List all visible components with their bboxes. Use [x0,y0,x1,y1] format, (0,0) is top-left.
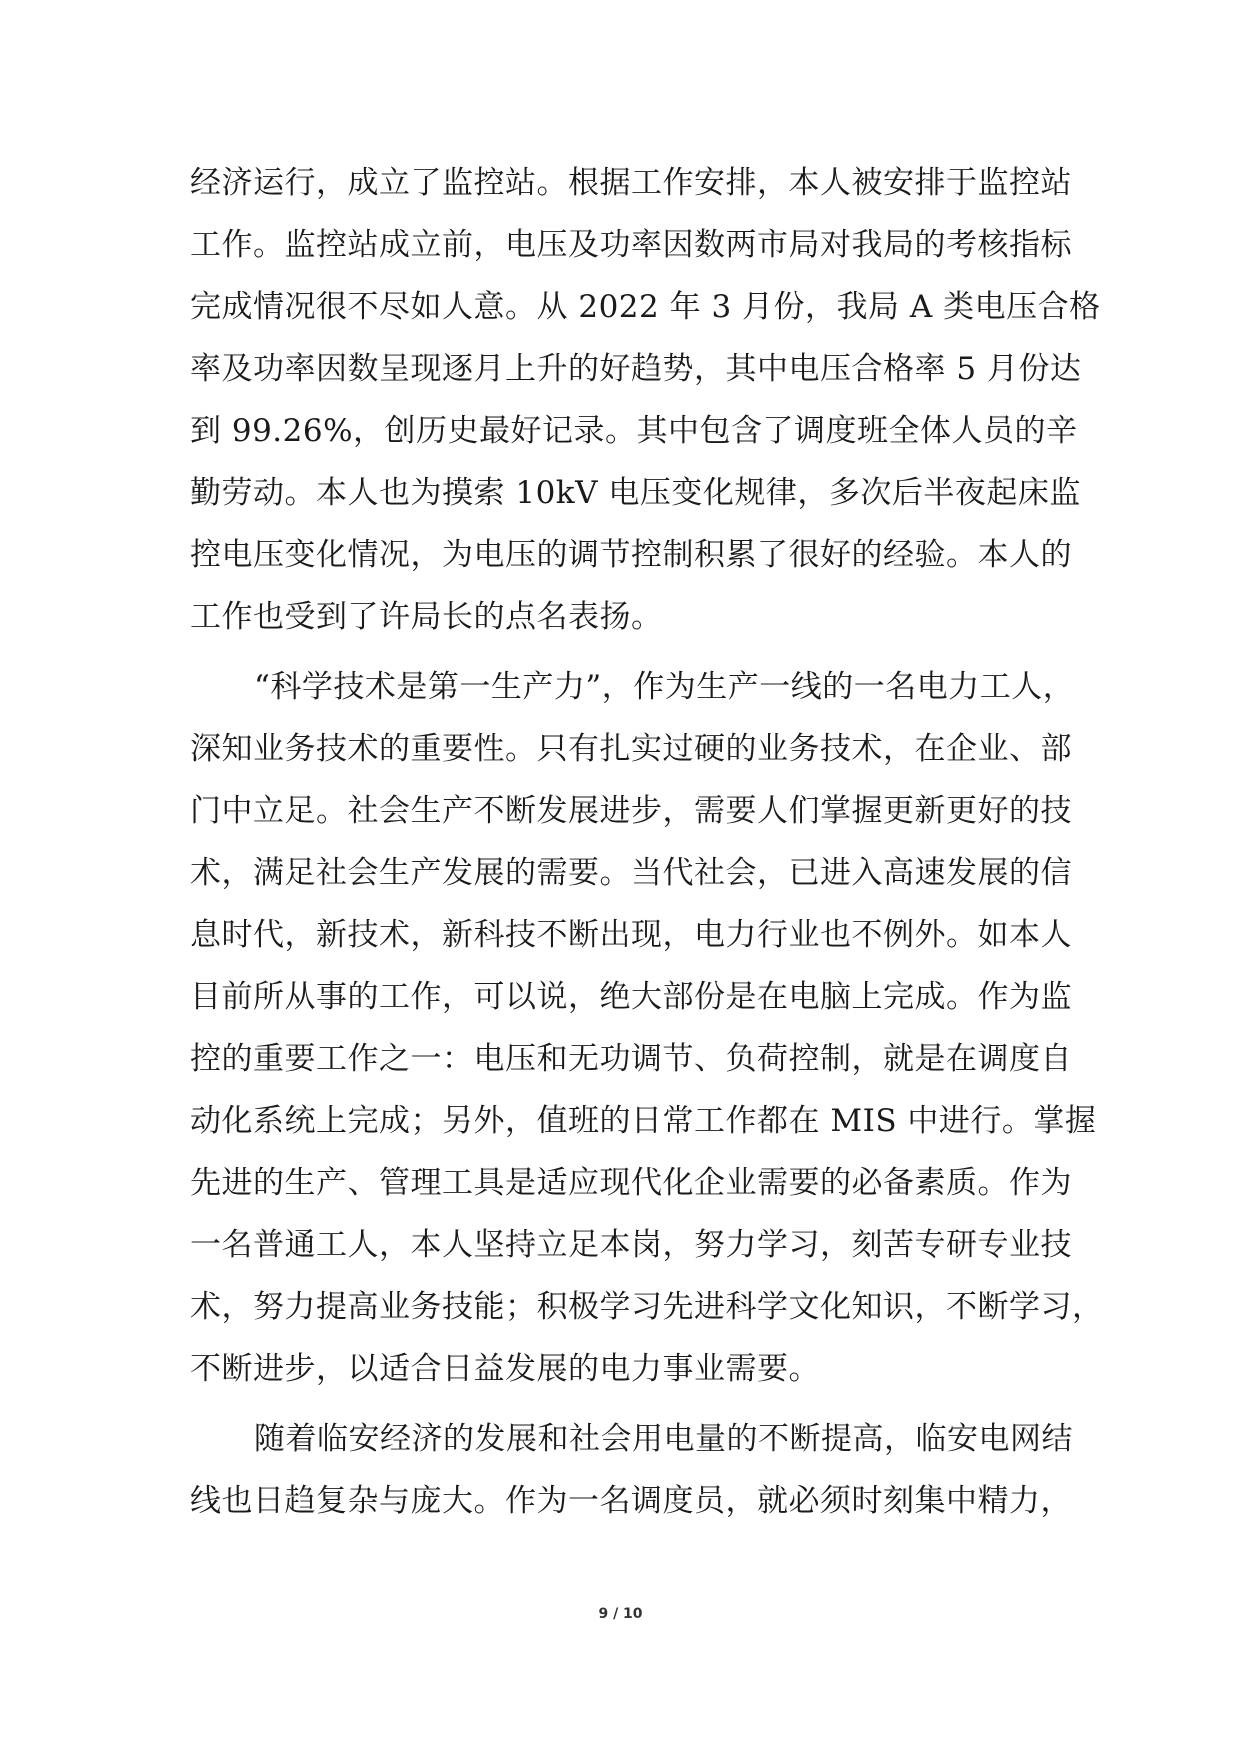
text-line: 率及功率因数呈现逐月上升的好趋势，其中电压合格率 5 月份达 [190,351,1082,387]
text-line: 目前所从事的工作，可以说，绝大部份是在电脑上完成。作为监 [190,979,1072,1015]
text-line: 勤劳动。本人也为摸索 10kV 电压变化规律，多次后半夜起床监 [190,475,1081,511]
text-line: 工作。监控站成立前，电压及功率因数两市局对我局的考核指标 [190,227,1072,263]
text-line: 线也日趋复杂与庞大。作为一名调度员，就必须时刻集中精力， [190,1483,1072,1519]
body-text [190,152,1104,1532]
text-line: 控电压变化情况，为电压的调节控制积累了很好的经验。本人的 [190,537,1072,573]
text-line: 深知业务技术的重要性。只有扎实过硬的业务技术，在企业、部 [190,731,1072,767]
text-line: 不断进步，以适合日益发展的电力事业需要。 [190,1351,820,1387]
paragraph [190,152,1101,648]
paragraph [190,656,1104,1400]
text-line: 术，努力提高业务技能；积极学习先进科学文化知识，不断学习， [190,1289,1104,1325]
text-line: 一名普通工人，本人坚持立足本岗，努力学习，刻苦专研专业技 [190,1227,1072,1263]
text-line: 工作也受到了许局长的点名表扬。 [190,599,663,635]
text-line: 到 99.26%，创历史最好记录。其中包含了调度班全体人员的辛 [190,413,1078,449]
text-line: 术，满足社会生产发展的需要。当代社会，已进入高速发展的信 [190,855,1072,891]
text-line: 门中立足。社会生产不断发展进步，需要人们掌握更新更好的技 [190,793,1072,829]
text-line: 动化系统上完成；另外，值班的日常工作都在 MIS 中进行。掌握 [190,1103,1097,1139]
text-line: 控的重要工作之一：电压和无功调节、负荷控制，就是在调度自 [190,1041,1072,1077]
text-line: 完成情况很不尽如人意。从 2022 年 3 月份，我局 A 类电压合格 [190,289,1101,325]
text-line: 先进的生产、管理工具是适应现代化企业需要的必备素质。作为 [190,1165,1072,1201]
text-line: 息时代，新技术，新科技不断出现，电力行业也不例外。如本人 [190,917,1072,953]
paragraph [190,1408,1073,1532]
text-line: 经济运行，成立了监控站。根据工作安排，本人被安排于监控站 [190,165,1072,201]
text-line: “科学技术是第一生产力”，作为生产一线的一名电力工人， [254,669,1075,705]
text-line: 随着临安经济的发展和社会用电量的不断提高，临安电网结 [254,1421,1073,1457]
page-number: 9 / 10 [598,1606,643,1622]
